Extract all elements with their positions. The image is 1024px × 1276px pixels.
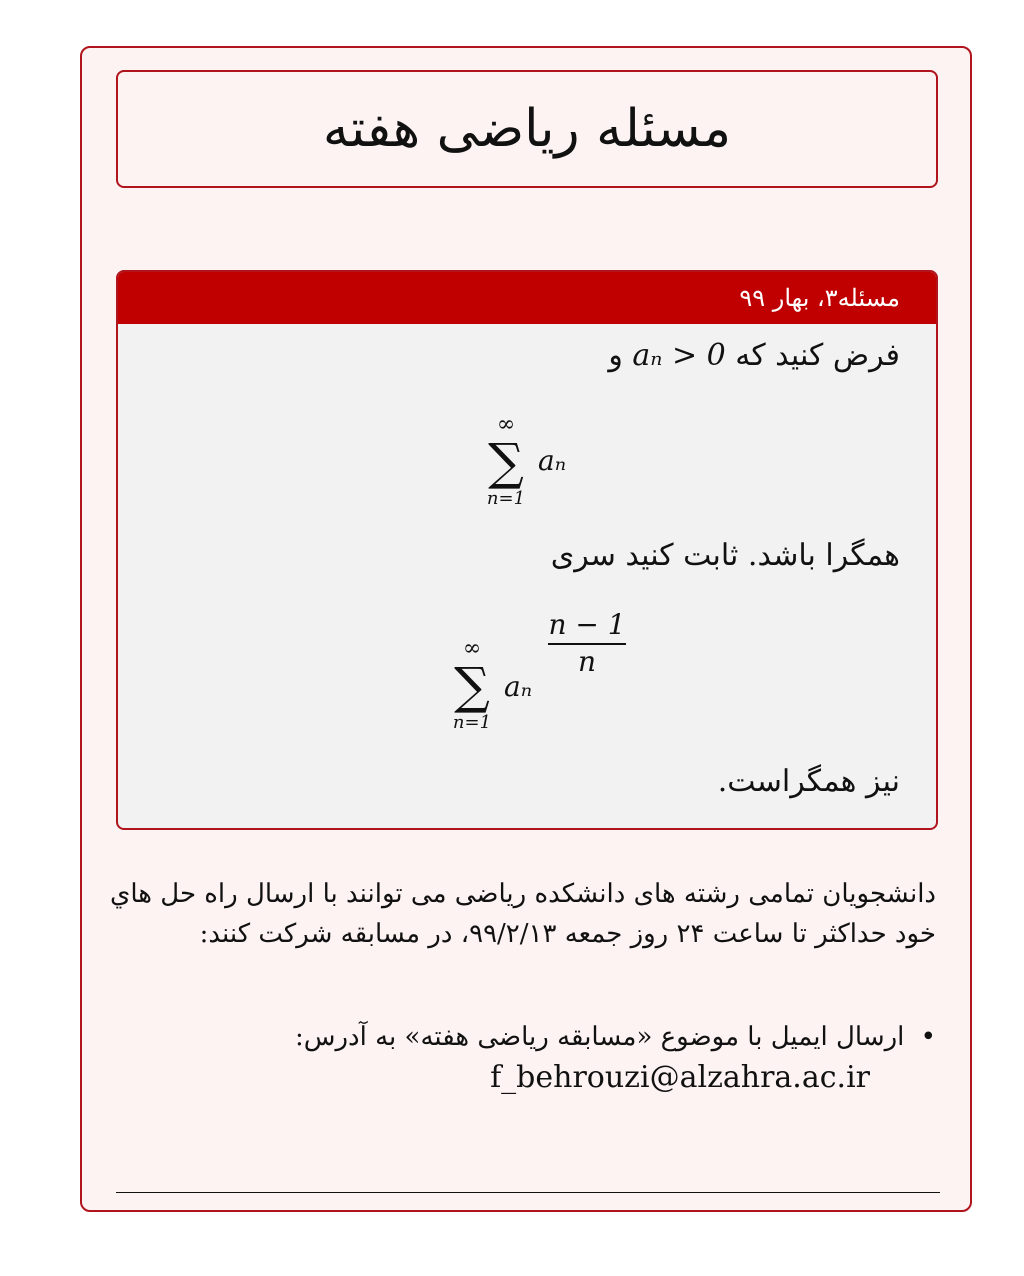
problem-line-1 bbox=[608, 338, 900, 373]
sum-1-lower: n=1 bbox=[486, 488, 526, 509]
problem-header: مسئله۳، بهار ۹۹ bbox=[118, 272, 936, 324]
exponent-denominator: n bbox=[577, 645, 597, 678]
problem-line-3: نیز همگراست. bbox=[717, 764, 900, 799]
sum-symbol-1 bbox=[478, 414, 534, 510]
problem-line-1-text: فرض کنید که bbox=[735, 338, 900, 373]
condition-math: aₙ > 0 bbox=[632, 338, 726, 373]
bottom-divider bbox=[116, 1192, 940, 1193]
bullet-text: ارسال ایمیل با موضوع «مسابقه ریاضی هفته» به آدرس: bbox=[295, 1022, 905, 1052]
bullet-item bbox=[295, 1022, 936, 1052]
title-box bbox=[116, 70, 938, 188]
exponent-fraction bbox=[548, 608, 626, 678]
page-title: مسئله ریاضی هفته bbox=[322, 99, 732, 159]
problem-box bbox=[116, 270, 938, 830]
bullet-dot-icon: • bbox=[920, 1022, 936, 1052]
exponent-numerator: n − 1 bbox=[548, 608, 626, 645]
sigma-1: ∑ bbox=[488, 433, 524, 491]
sum-2-term: aₙ bbox=[504, 670, 533, 703]
sigma-2: ∑ bbox=[454, 657, 490, 715]
problem-line-2: همگرا باشد. ثابت کنید سری bbox=[550, 538, 900, 573]
sum-1-term: aₙ bbox=[538, 444, 567, 477]
sum-symbol-2 bbox=[444, 638, 500, 734]
page-frame bbox=[80, 46, 972, 1212]
sum-2-upper: ∞ bbox=[462, 636, 482, 661]
sum-2-lower: n=1 bbox=[452, 712, 492, 733]
problem-line-1-and: و bbox=[608, 338, 623, 373]
sum-1-upper: ∞ bbox=[496, 412, 516, 437]
info-paragraph: دانشجویان تمامی رشته های دانشکده ریاضی می توانند با ارسال راه حل هاي خود حداکثر تا ساعت ۲۴ روز جمعه ۹۹/۲/۱۳، در مسابقه شرکت کنند: bbox=[110, 879, 936, 949]
email-address[interactable]: f_behrouzi@alzahra.ac.ir bbox=[490, 1060, 870, 1095]
